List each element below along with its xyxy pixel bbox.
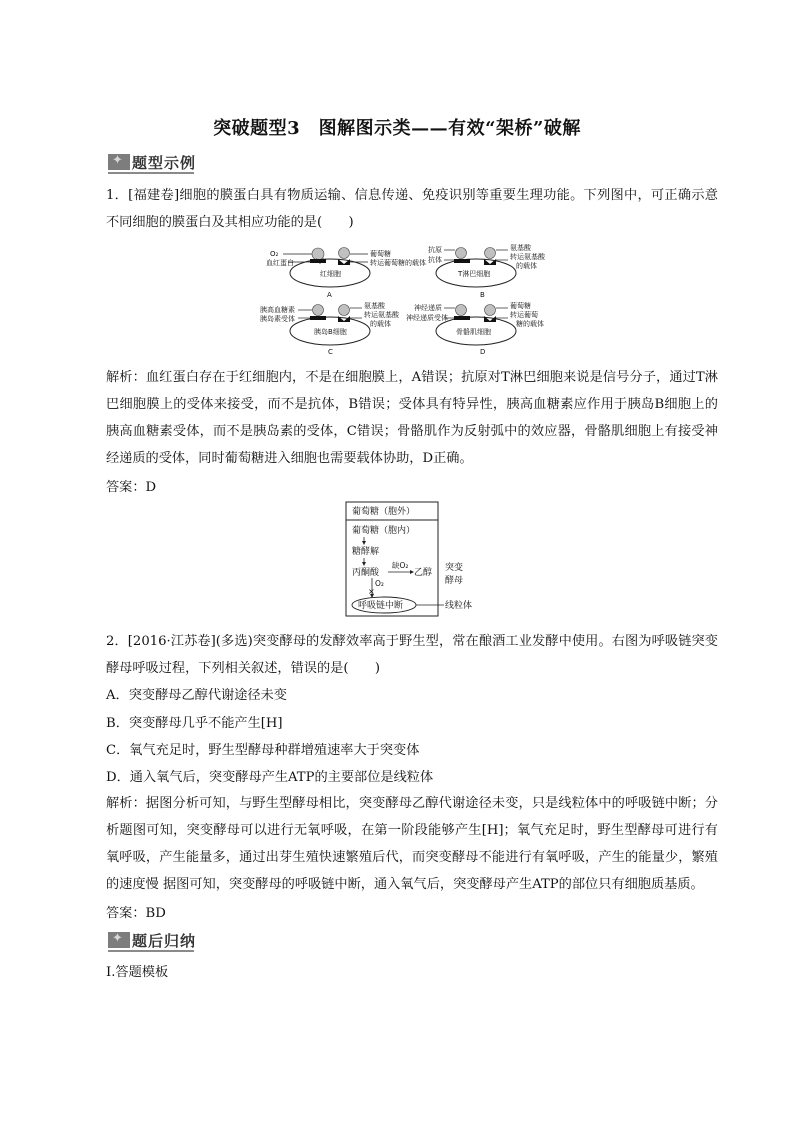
svg-text:转运氨基酸: 转运氨基酸: [510, 253, 545, 261]
svg-text:O₂: O₂: [270, 250, 279, 258]
svg-text:的载体: 的载体: [516, 262, 537, 270]
svg-text:胰高血糖素: 胰高血糖素: [260, 306, 295, 314]
svg-text:抗原: 抗原: [428, 246, 442, 254]
diagram-panel-a: [266, 248, 426, 300]
section-badge-icon: [108, 932, 130, 948]
svg-text:A: A: [327, 291, 332, 299]
svg-text:缺O₂: 缺O₂: [392, 561, 409, 570]
svg-text:C: C: [328, 348, 333, 356]
svg-text:丙酮酸: 丙酮酸: [352, 568, 380, 578]
svg-text:酵母: 酵母: [445, 576, 464, 586]
svg-text:转运氨基酸: 转运氨基酸: [364, 311, 399, 319]
svg-text:胰岛素受体: 胰岛素受体: [260, 315, 295, 323]
svg-text:T淋巴细胞: T淋巴细胞: [458, 270, 491, 278]
svg-text:抗体: 抗体: [428, 256, 442, 264]
diagram-panel-b: [428, 243, 546, 299]
question-2-option-c: C．氧气充足时，野生型酵母种群增殖速率大于突变体: [106, 743, 420, 758]
svg-text:氨基酸: 氨基酸: [364, 302, 385, 310]
svg-text:神经递质: 神经递质: [414, 304, 442, 312]
svg-text:葡萄糖（胞内）: 葡萄糖（胞内）: [352, 526, 416, 536]
question-2-answer: 答案：BD: [106, 906, 166, 921]
question-2-option-a: A．突变酵母乙醇代谢途径未变: [106, 688, 287, 703]
question-1-stem: 1．[福建卷]细胞的膜蛋白具有物质运输、信息传递、免疫识别等重要生理功能。下列图中，可正确示意不同细胞的膜蛋白及其相应功能的是( ): [106, 188, 718, 230]
question-2-analysis: 解析：据图分析可知，与野生型酵母相比，突变酵母乙醇代谢途径未变，只是线粒体中的呼吸链中断；分析题图可知，突变酵母可以进行无氧呼吸，在第一阶段能够产生[H]；氧气充足时，野生型酵母可进行有氧呼吸，产生能量多，通过出芽生殖快速繁殖后代，而突变酵母不能进行有氧呼吸，产生的能量少，繁殖的速度慢 据图可知，突变酵母的呼吸链中断，通入氧气后，突变酵母产生ATP的部位只有细胞质基质。: [106, 796, 718, 892]
svg-text:线粒体: 线粒体: [445, 601, 473, 611]
question-1-analysis: 解析：血红蛋白存在于红细胞内，不是在细胞膜上，A错误；抗原对T淋巴细胞来说是信号分子，通过T淋巴细胞膜上的受体来接受，而不是抗体，B错误；受体具有特异性，胰高血糖素应作用于胰岛B细胞上的胰高血糖素受体，而不是胰岛素的受体，C错误；骨骼肌作为反射弧中的效应器，骨骼肌细胞上有接受神经递质的受体，同时葡萄糖进入细胞也需要载体协助，D正确。: [106, 370, 718, 466]
membrane-protein-diagram: [258, 240, 545, 360]
svg-text:红细胞: 红细胞: [320, 270, 341, 278]
section-label-examples: ✦ 题型示例: [108, 152, 196, 172]
svg-text:转运葡萄: 转运葡萄: [510, 311, 538, 319]
svg-text:糖酵解: 糖酵解: [352, 547, 380, 557]
svg-text:乙醇: 乙醇: [414, 568, 433, 578]
yeast-respiration-diagram: [342, 500, 492, 620]
svg-text:氨基酸: 氨基酸: [510, 244, 531, 252]
question-2-stem: 2．[2016·江苏卷](多选)突变酵母的发酵效率高于野生型，常在酿酒工业发酵中使用。右图为呼吸链突变酵母呼吸过程，下列相关叙述，错误的是( ): [106, 634, 718, 676]
question-2-option-b: B．突变酵母几乎不能产生[H]: [106, 716, 283, 731]
svg-text:血红蛋白: 血红蛋白: [266, 259, 294, 267]
svg-text:骨骼肌细胞: 骨骼肌细胞: [456, 328, 491, 336]
svg-text:神经递质受体: 神经递质受体: [406, 314, 448, 322]
svg-text:B: B: [480, 291, 485, 299]
svg-text:D: D: [480, 348, 486, 356]
svg-text:O₂: O₂: [375, 579, 384, 588]
svg-text:葡萄糖（胞外）: 葡萄糖（胞外）: [352, 507, 416, 517]
diagram-panel-d: [406, 301, 544, 356]
svg-text:糖的载体: 糖的载体: [516, 320, 544, 328]
svg-text:葡萄糖: 葡萄糖: [510, 302, 531, 310]
subsection-heading: Ⅰ.答题模板: [106, 965, 169, 980]
section-label-summary: ✦ 题后归纳: [108, 930, 196, 950]
svg-text:×: ×: [368, 587, 375, 596]
svg-text:突变: 突变: [445, 563, 464, 573]
section-badge-icon: [108, 154, 130, 170]
question-1-answer: 答案：D: [106, 480, 157, 495]
page-title: 突破题型3 图解图示类——有效“架桥”破解: [213, 118, 581, 139]
diagram-panel-c: [260, 301, 400, 356]
svg-text:胰岛B细胞: 胰岛B细胞: [314, 328, 347, 336]
svg-text:转运葡萄糖的载体: 转运葡萄糖的载体: [370, 259, 426, 267]
svg-text:葡萄糖: 葡萄糖: [370, 250, 391, 258]
question-2-option-d: D．通入氧气后，突变酵母产生ATP的主要部位是线粒体: [106, 770, 434, 785]
svg-text:的载体: 的载体: [370, 320, 391, 328]
svg-text:呼吸链中断: 呼吸链中断: [358, 601, 404, 611]
